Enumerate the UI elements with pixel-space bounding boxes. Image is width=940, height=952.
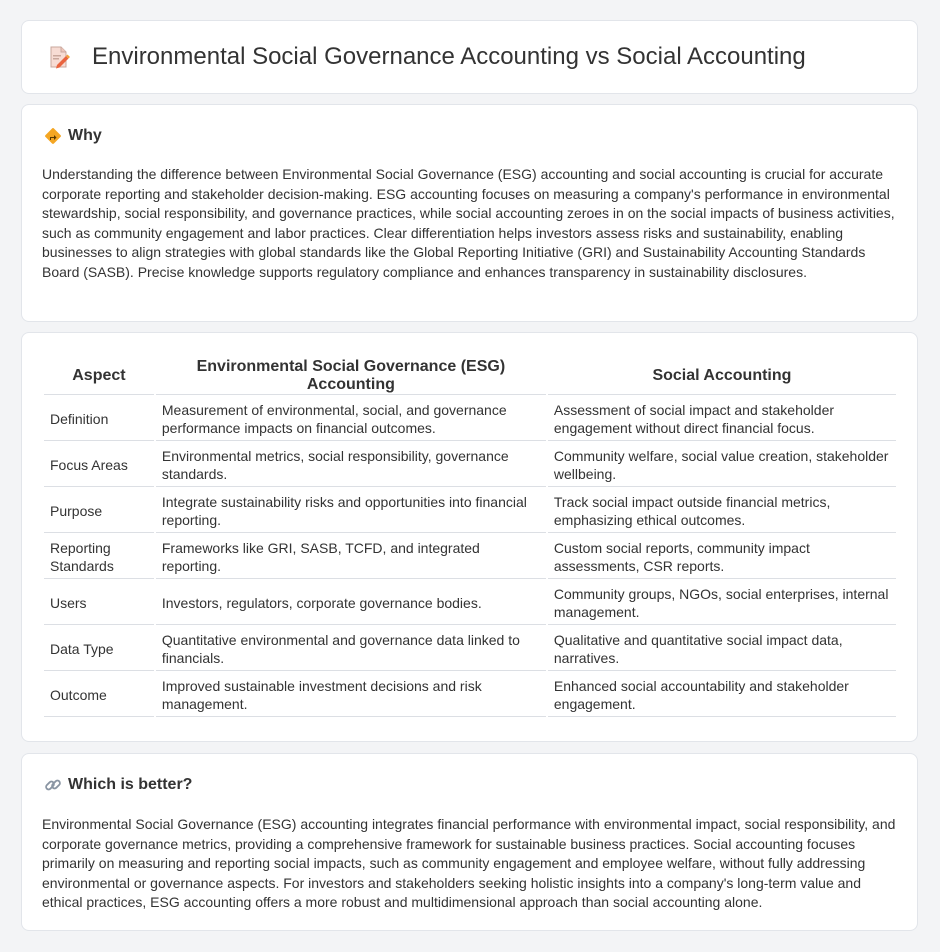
esg-cell: Investors, regulators, corporate governance bodies. (156, 581, 546, 625)
which-is-better-section (21, 753, 918, 931)
esg-cell: Improved sustainable investment decisions and risk management. (156, 673, 546, 717)
aspect-cell: Data Type (44, 627, 154, 671)
better-paragraph: Environmental Social Governance (ESG) accounting integrates financial performance with environmental impact, social responsibility, and corporate governance metrics, providing a comprehensive framework for sustainable business practices. Social accounting focuses primarily on measuring and reporting social impacts, such as community engagement and employee welfare, without fully addressing environmental or governance aspects. For investors and stakeholders seeking holistic insights into a company's long-term value and ethical practices, ESG accounting offers a more robust and multidimensional approach than social accounting alone. (42, 816, 896, 911)
aspect-cell: Users (44, 581, 154, 625)
column-header: Social Accounting (548, 356, 896, 395)
table-row (44, 443, 896, 487)
better-heading: Which is better? (68, 776, 193, 793)
table-row (44, 397, 896, 441)
esg-cell: Measurement of environmental, social, and governance performance impacts on financial outcomes. (156, 397, 546, 441)
comparison-card (21, 332, 918, 742)
column-header: Aspect (44, 356, 154, 395)
esg-cell: Integrate sustainability risks and opportunities into financial reporting. (156, 489, 546, 533)
diamond-sign-icon (44, 127, 62, 145)
better-header (44, 776, 192, 794)
aspect-cell: Focus Areas (44, 443, 154, 487)
why-paragraph: Understanding the difference between Environmental Social Governance (ESG) accounting and social accounting is crucial for accurate corporate reporting and stakeholder decision-making. ESG accounting focuses on measuring a company's performance in environmental stewardship, social responsibility, and governance practices, while social accounting zeroes in on the social impacts of business activities, such as community engagement and labor practices. Clear differentiation helps investors assess risks and sustainability, enabling businesses to align strategies with global standards like the Global Reporting Initiative (GRI) and Sustainability Accounting Standards Board (SASB). Precise knowledge supports regulatory compliance and enhances transparency in sustainability disclosures. (42, 166, 895, 280)
title-card (21, 20, 918, 94)
table-row (44, 673, 896, 717)
social-cell: Community welfare, social value creation, stakeholder wellbeing. (548, 443, 896, 487)
social-cell: Track social impact outside financial metrics, emphasizing ethical outcomes. (548, 489, 896, 533)
table-row (44, 535, 896, 579)
aspect-cell: Definition (44, 397, 154, 441)
table-row (44, 627, 896, 671)
social-cell: Enhanced social accountability and stakeholder engagement. (548, 673, 896, 717)
link-icon (44, 776, 62, 794)
aspect-cell: Reporting Standards (44, 535, 154, 579)
table-row (44, 489, 896, 533)
esg-cell: Quantitative environmental and governance data linked to financials. (156, 627, 546, 671)
table-header-row (44, 356, 896, 395)
aspect-cell: Purpose (44, 489, 154, 533)
social-cell: Assessment of social impact and stakeholder engagement without direct financial focus. (548, 397, 896, 441)
aspect-cell: Outcome (44, 673, 154, 717)
table-row (44, 581, 896, 625)
why-header (44, 127, 102, 145)
why-section (21, 104, 918, 322)
social-cell: Qualitative and quantitative social impact data, narratives. (548, 627, 896, 671)
document-edit-icon (48, 45, 70, 69)
comparison-table (42, 354, 898, 719)
why-heading: Why (68, 127, 102, 144)
esg-cell: Environmental metrics, social responsibility, governance standards. (156, 443, 546, 487)
page-title: Environmental Social Governance Accounting vs Social Accounting (92, 43, 806, 70)
social-cell: Custom social reports, community impact assessments, CSR reports. (548, 535, 896, 579)
social-cell: Community groups, NGOs, social enterprises, internal management. (548, 581, 896, 625)
column-header: Environmental Social Governance (ESG) Accounting (156, 356, 546, 395)
esg-cell: Frameworks like GRI, SASB, TCFD, and integrated reporting. (156, 535, 546, 579)
